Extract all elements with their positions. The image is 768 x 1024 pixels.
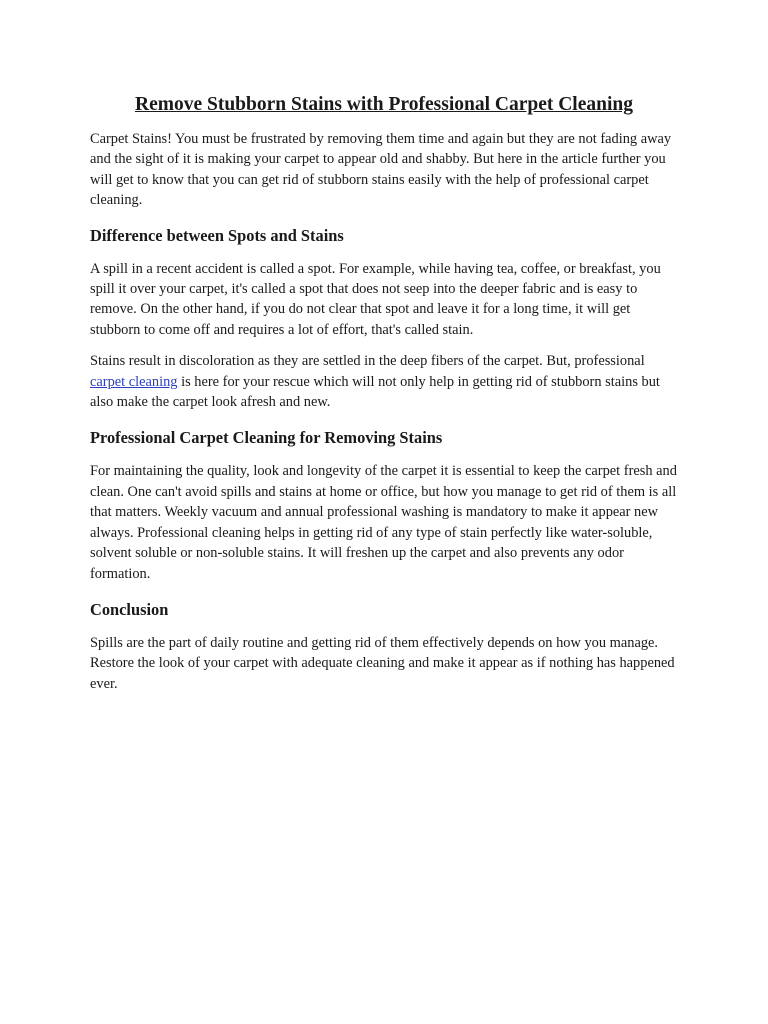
spots-stains-paragraph-1: A spill in a recent accident is called a spot. For example, while having tea, coffee, or breakfast, you spill it over your carpet, it's called a spot that does not seep into the deeper fabric and is easy to remove. On the other hand, if you do not clear that spot and leave it for a long time, it will get stubborn to come off and requires a lot of effort, that's called stain. [90,260,661,338]
conclusion-paragraph: Spills are the part of daily routine and getting rid of them effectively depends on how you manage. Restore the look of your carpet with adequate cleaning and make it appear as if nothing has happened ever. [90,634,675,692]
paragraph-text-before-link: Stains result in discoloration as they are settled in the deep fibers of the carpet. But, professional [90,353,645,370]
document-title: Remove Stubborn Stains with Professional Carpet Cleaning [134,94,633,115]
spots-stains-paragraph-2 [90,351,678,412]
document-page [90,92,678,694]
section-heading-professional-cleaning: Professional Carpet Cleaning for Removing Stains [90,428,443,448]
intro-paragraph: Carpet Stains! You must be frustrated by removing them time and again but they are not fading away and the sight of it is making your carpet to appear old and shabby. But here in the article further you will get to know that you can get rid of stubborn stains easily with the help of professional carpet cleaning. [90,131,672,209]
section-heading-conclusion: Conclusion [90,599,169,619]
carpet-cleaning-link[interactable]: carpet cleaning [90,373,178,390]
paragraph-text-after-link: is here for your rescue which will not only help in getting rid of stubborn stains but also make the carpet look afresh and new. [90,373,660,411]
section-heading-spots-stains: Difference between Spots and Stains [90,225,344,245]
professional-cleaning-paragraph: For maintaining the quality, look and longevity of the carpet it is essential to keep the carpet fresh and clean. One can't avoid spills and stains at home or office, but how you manage to get rid of them is all that matters. Weekly vacuum and annual professional washing is mandatory to make it appear new always. Professional cleaning helps in getting rid of any type of stain perfectly like water-soluble, solvent soluble or non-soluble stains. It will freshen up the carpet and also prevents any odor formation. [90,463,677,582]
